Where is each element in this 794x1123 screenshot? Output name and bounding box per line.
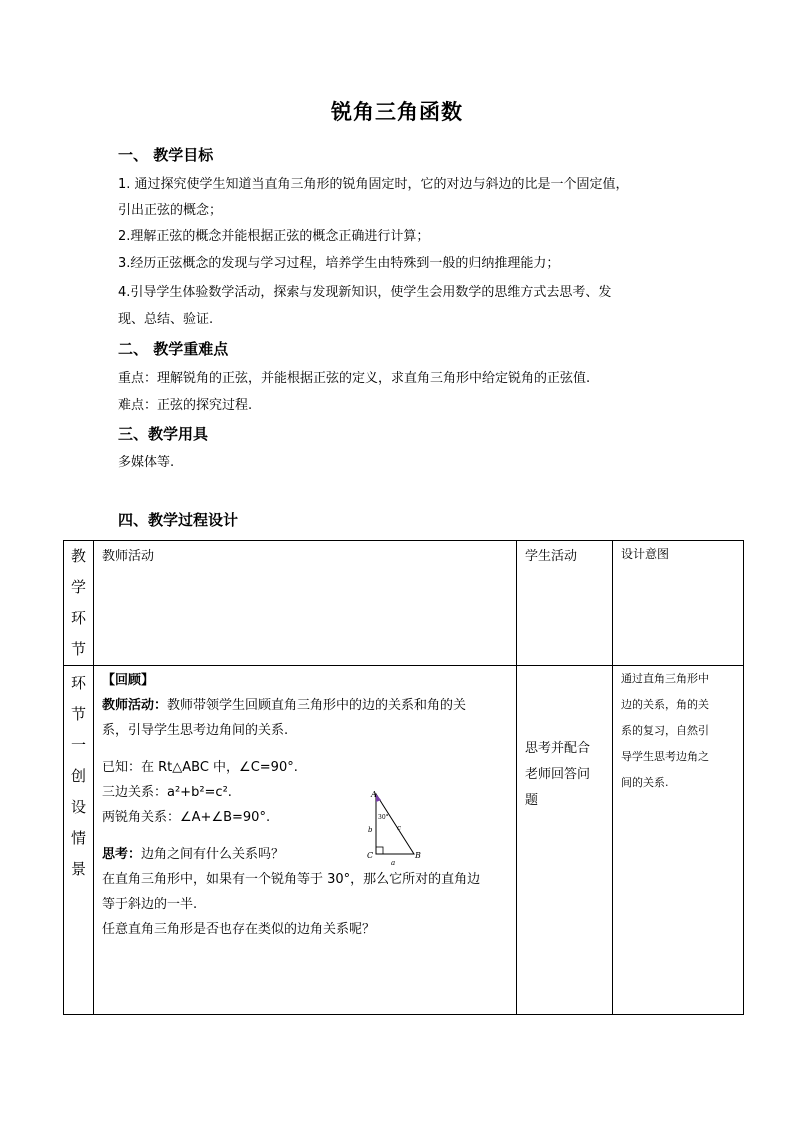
think-text: 边角之间有什么关系吗？ xyxy=(141,847,285,862)
side-c-label: c xyxy=(397,824,401,832)
goal-line-5: 4.引导学生体验数学活动，探索与发现新知识，使学生会用数学的思维方式去思考、发 xyxy=(118,285,612,300)
stage-1-char: 设 xyxy=(70,798,86,816)
design-intent-cell xyxy=(613,666,744,1015)
vertex-c-label: C xyxy=(367,851,374,860)
goal-line-1: 1. 通过探究使学生知道当直角三角形的锐角固定时，它的对边与斜边的比是一个固定值， xyxy=(118,177,629,192)
page-title: 锐角三角函数 xyxy=(331,100,463,124)
student-activity-header: 学生活动 xyxy=(517,541,613,666)
keypoint-line-1: 重点：理解锐角的正弦，并能根据正弦的定义，求直角三角形中给定锐角的正弦值. xyxy=(118,371,591,386)
stage-header-char: 环 xyxy=(70,609,86,627)
table-header-row xyxy=(64,541,744,666)
tools-line-1: 多媒体等. xyxy=(118,455,175,470)
stage-header-char: 教 xyxy=(70,547,86,565)
teacher-activity-cell xyxy=(94,666,517,1015)
student-line: 题 xyxy=(525,793,539,808)
stage-1-char: 创 xyxy=(70,767,86,785)
stage-1-char: 节 xyxy=(70,705,86,723)
design-line: 系的复习，自然引 xyxy=(621,724,709,737)
fact-line-2: 等于斜边的一半. xyxy=(102,897,198,912)
stage-1-cell xyxy=(64,666,94,1015)
section-process-heading: 四、教学过程设计 xyxy=(118,511,239,529)
teacher-activity-label: 教师活动： xyxy=(102,698,168,713)
stage-header-cell xyxy=(64,541,94,666)
student-line: 思考并配合 xyxy=(525,741,591,756)
right-angle-marker xyxy=(376,847,383,854)
goal-line-2: 引出正弦的概念； xyxy=(118,203,223,218)
section-tools-heading: 三、教学用具 xyxy=(118,425,209,443)
design-intent-header: 设计意图 xyxy=(613,541,744,666)
section-goals-heading: 一、 教学目标 xyxy=(118,146,214,164)
three-sides-relation: 三边关系：a²+b²=c². xyxy=(102,785,232,800)
stage-1-char: 环 xyxy=(70,674,86,692)
stage-1-char: 一 xyxy=(70,736,86,754)
keypoint-line-2: 难点：正弦的探究过程. xyxy=(118,398,253,413)
teacher-activity-text-1: 教师带领学生回顾直角三角形中的边的关系和角的关 xyxy=(167,698,467,713)
fact-line-1: 在直角三角形中，如果有一个锐角等于 30°，那么它所对的直角边 xyxy=(102,872,481,887)
design-line: 边的关系，角的关 xyxy=(621,698,709,711)
stage-1-char: 景 xyxy=(70,860,86,878)
side-b-label: b xyxy=(368,826,373,834)
stage-header-char: 学 xyxy=(70,578,86,596)
vertex-b-label: B xyxy=(415,851,421,860)
angle-30-label: 30° xyxy=(378,814,389,821)
goal-line-4: 3.经历正弦概念的发现与学习过程，培养学生由特殊到一般的归纳推理能力； xyxy=(118,256,560,271)
section-keypoints-heading: 二、 教学重难点 xyxy=(118,340,229,358)
design-line: 导学生思考边角之 xyxy=(621,750,709,763)
right-triangle-diagram xyxy=(358,788,438,868)
goal-line-6: 现、总结、验证. xyxy=(118,312,214,327)
teacher-activity-text-2: 系，引导学生思考边角间的关系. xyxy=(102,723,289,738)
vertex-a-label: A xyxy=(371,790,377,799)
two-angles-relation: 两锐角关系：∠A+∠B=90°. xyxy=(102,810,271,825)
side-a-label: a xyxy=(391,859,396,867)
known-condition: 已知：在 Rt△ABC 中，∠C=90°. xyxy=(102,760,298,775)
lesson-process-table xyxy=(63,540,744,1015)
review-label: 【回顾】 xyxy=(102,673,155,688)
stage-header-char: 节 xyxy=(70,640,86,658)
student-line: 老师回答问 xyxy=(525,767,591,782)
design-line: 通过直角三角形中 xyxy=(621,672,709,685)
student-activity-cell xyxy=(517,666,613,1015)
stage-1-char: 情 xyxy=(70,829,86,847)
question-line: 任意直角三角形是否也存在类似的边角关系呢？ xyxy=(102,922,376,937)
goal-line-3: 2.理解正弦的概念并能根据正弦的概念正确进行计算； xyxy=(118,229,430,244)
triangle-shape xyxy=(376,794,414,854)
teacher-activity-header: 教师活动 xyxy=(94,541,517,666)
think-label: 思考： xyxy=(102,847,142,862)
design-line: 间的关系. xyxy=(621,776,669,789)
